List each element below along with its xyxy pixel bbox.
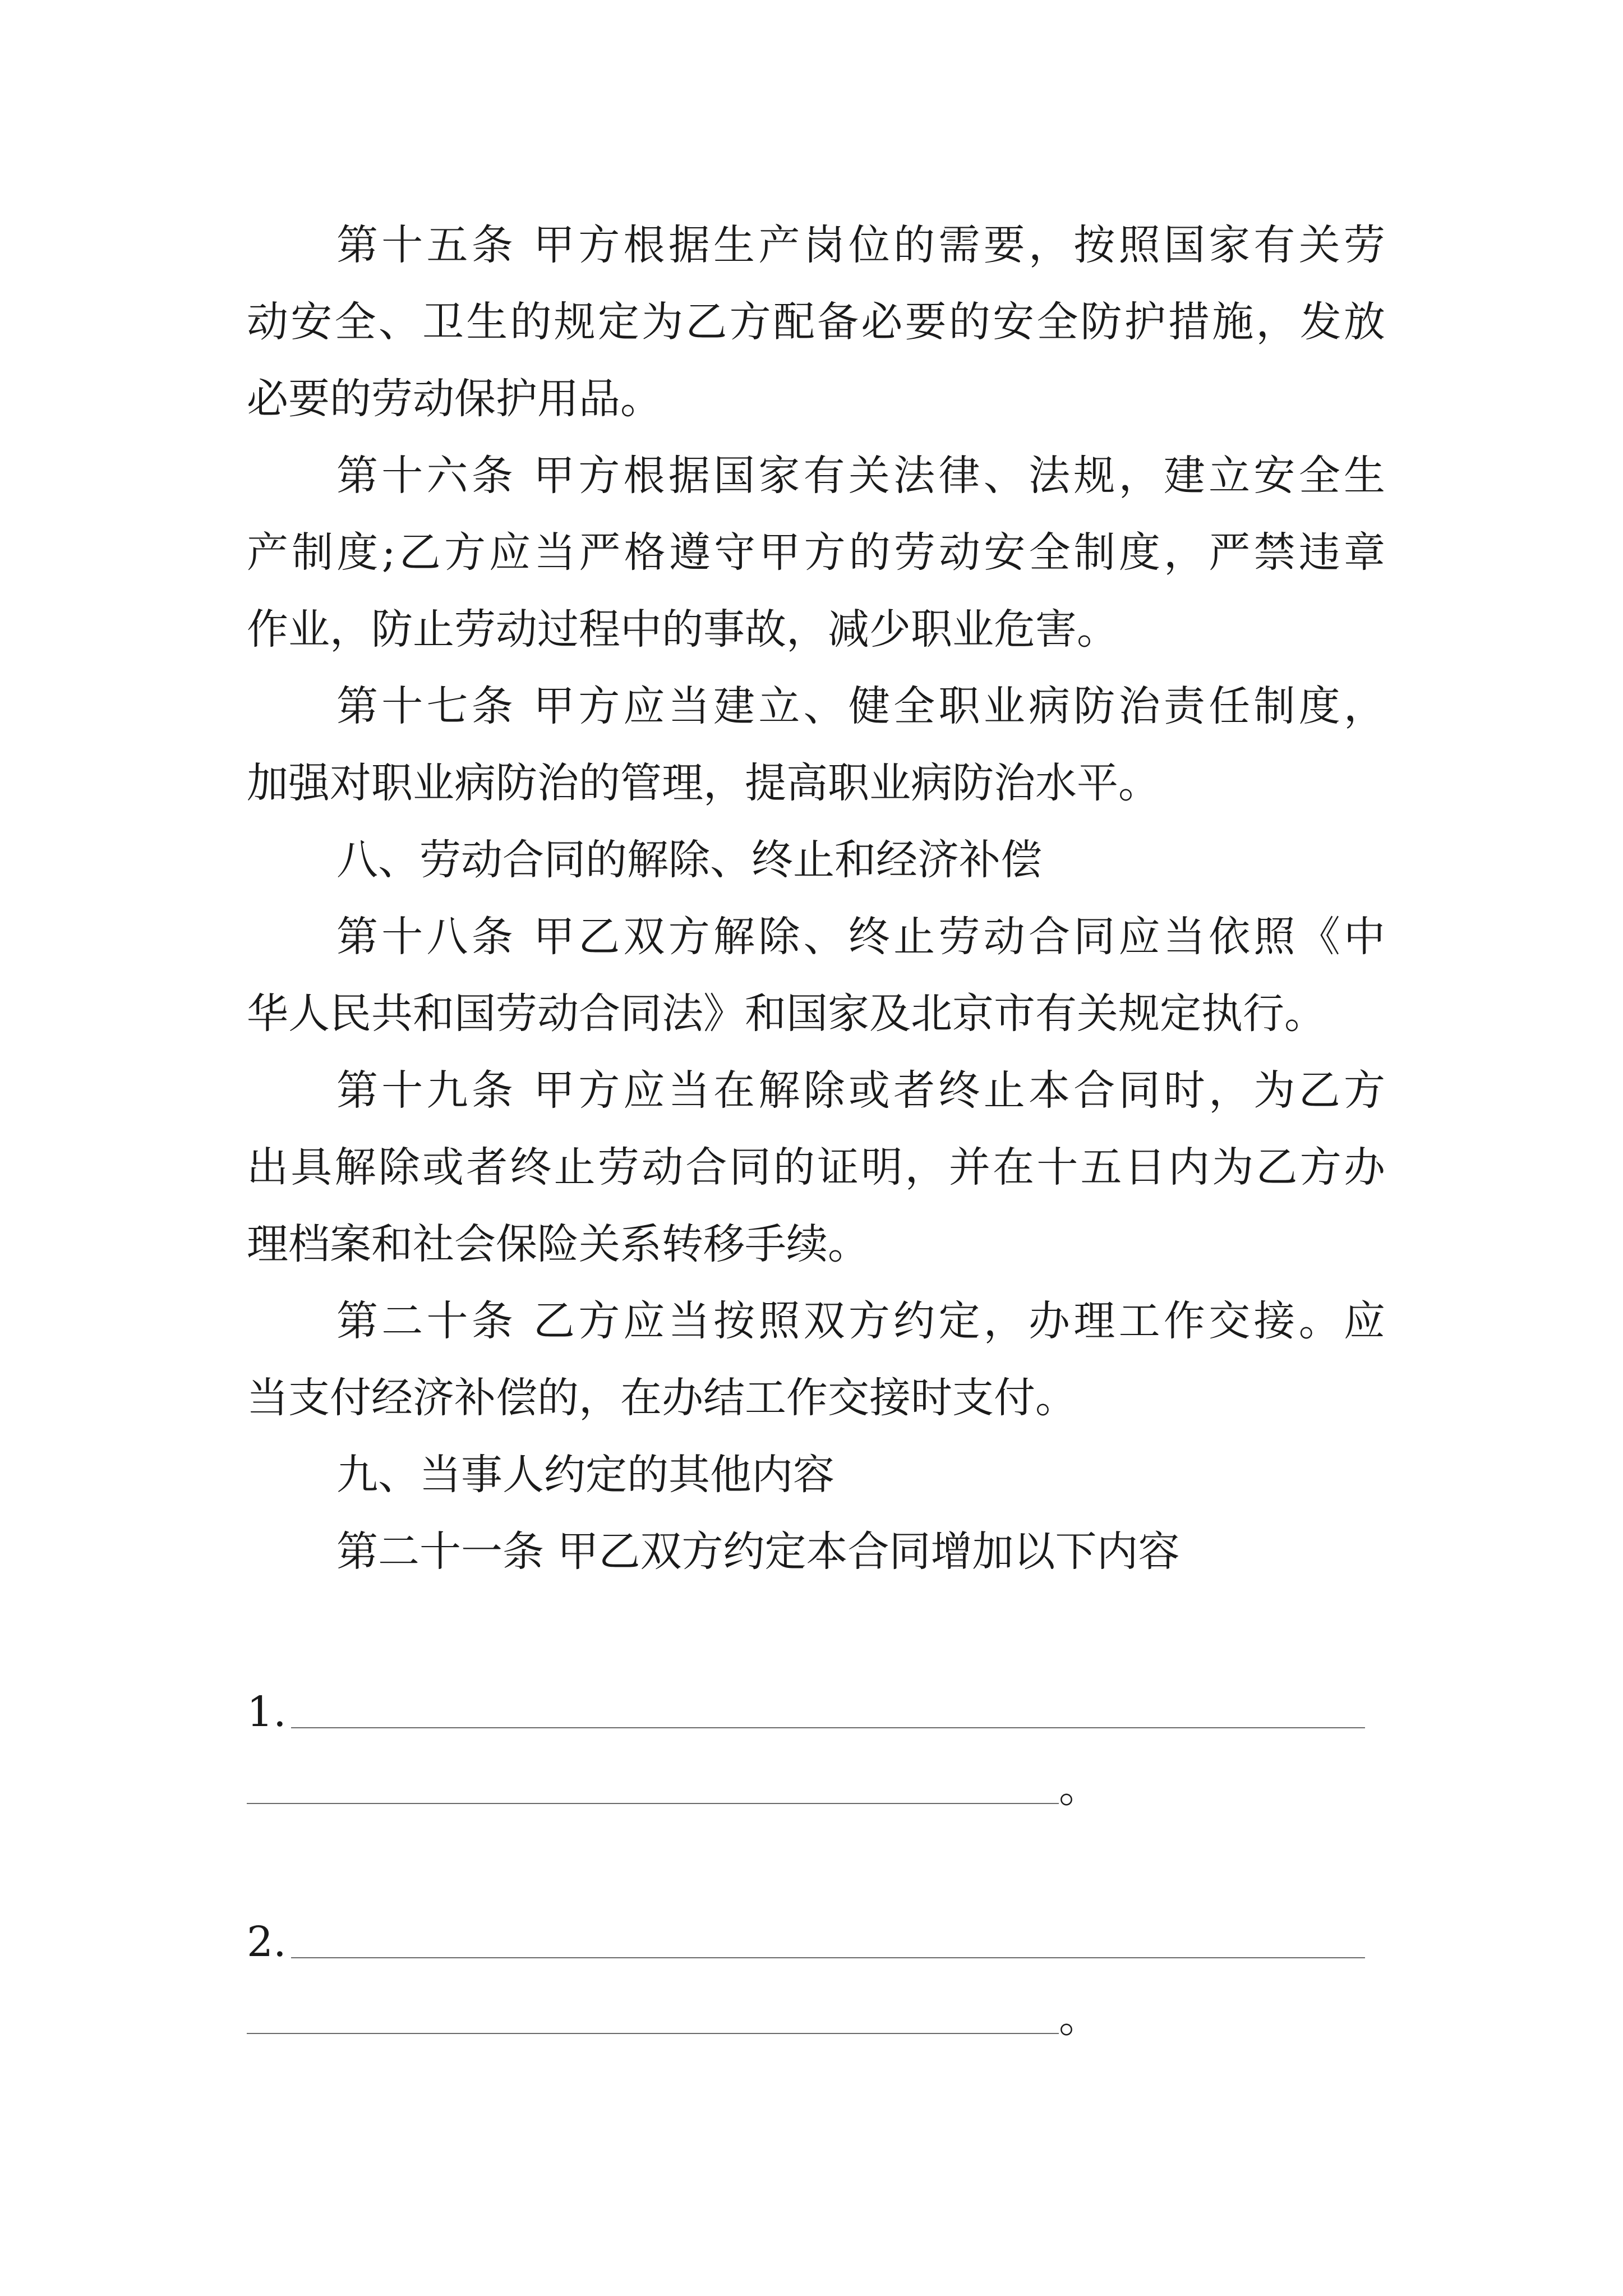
blank-item-1-underline-2	[247, 1802, 1059, 1804]
article-16-line-3: 作业，防止劳动过程中的事故，减少职业危害。	[247, 605, 1118, 654]
blank-item-2-underline-1	[291, 1957, 1365, 1958]
article-19-line-1: 第十九条 甲方应当在解除或者终止本合同时，为乙方	[336, 1066, 1385, 1115]
article-15-line-3: 必要的劳动保护用品。	[247, 375, 662, 423]
article-19-line-2: 出具解除或者终止劳动合同的证明，并在十五日内为乙方办	[247, 1143, 1385, 1191]
article-15-line-2: 动安全、卫生的规定为乙方配备必要的安全防护措施，发放	[247, 298, 1385, 346]
article-15-line-1: 第十五条 甲方根据生产岗位的需要，按照国家有关劳	[336, 221, 1385, 269]
article-18-line-1: 第十八条 甲乙双方解除、终止劳动合同应当依照《中	[336, 913, 1385, 961]
article-17-line-1: 第十七条 甲方应当建立、健全职业病防治责任制度，	[336, 682, 1385, 730]
blank-item-2-row-2	[247, 1994, 1100, 2042]
section-8-heading: 八、劳动合同的解除、终止和经济补偿	[336, 836, 1042, 884]
blank-item-2-row-1	[247, 1918, 1365, 1966]
blank-item-1-row-2	[247, 1764, 1100, 1812]
article-19-line-3: 理档案和社会保险关系转移手续。	[247, 1220, 869, 1268]
blank-item-2-number: 2.	[247, 1918, 287, 1966]
blank-item-1-underline-1	[291, 1727, 1365, 1728]
blank-item-2-underline-2	[247, 2032, 1059, 2034]
article-20-line-2: 当支付经济补偿的，在办结工作交接时支付。	[247, 1374, 1077, 1422]
article-17-line-2: 加强对职业病防治的管理，提高职业病防治水平。	[247, 759, 1160, 807]
section-9-heading: 九、当事人约定的其他内容	[336, 1451, 834, 1499]
article-16-line-1: 第十六条 甲方根据国家有关法律、法规，建立安全生	[336, 452, 1385, 500]
article-21-line-1: 第二十一条 甲乙双方约定本合同增加以下内容	[336, 1527, 1180, 1576]
article-18-line-2: 华人民共和国劳动合同法》和国家及北京市有关规定执行。	[247, 990, 1326, 1038]
article-20-line-1: 第二十条 乙方应当按照双方约定，办理工作交接。应	[336, 1297, 1385, 1345]
article-16-line-2: 产制度;乙方应当严格遵守甲方的劳动安全制度，严禁违章	[247, 528, 1385, 577]
blank-item-2-end-mark: 。	[1059, 1994, 1100, 2042]
blank-item-1-end-mark: 。	[1059, 1764, 1100, 1812]
blank-item-1-number: 1.	[247, 1688, 287, 1736]
blank-item-1-row-1	[247, 1688, 1365, 1736]
